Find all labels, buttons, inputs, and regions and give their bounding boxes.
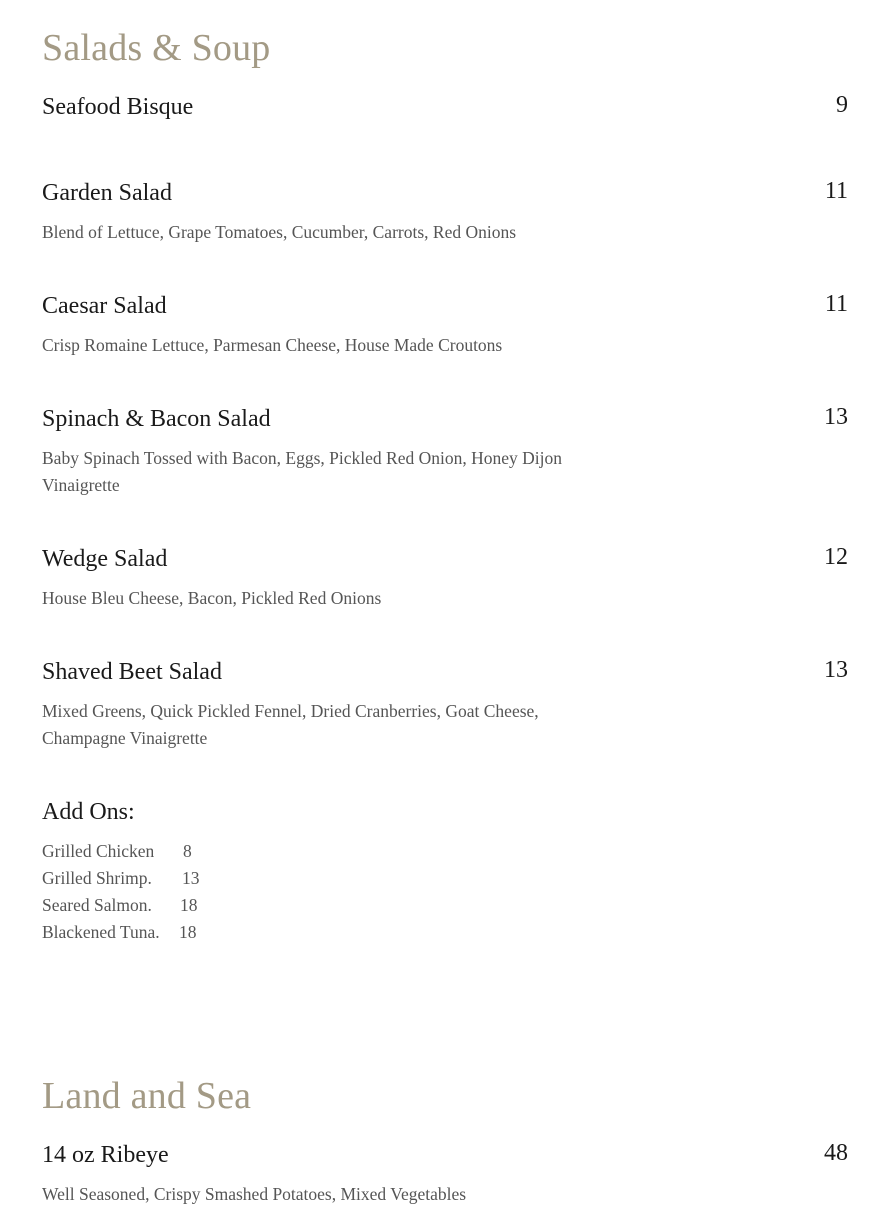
addon-name: Blackened Tuna. xyxy=(42,922,160,942)
menu-item-name: Garden Salad xyxy=(42,180,172,206)
addon-name: Grilled Chicken xyxy=(42,841,155,861)
menu-item-name: Shaved Beet Salad xyxy=(42,659,222,685)
menu-item-name: Wedge Salad xyxy=(42,546,168,572)
addon-item xyxy=(42,892,198,919)
menu-item-price: 13 xyxy=(824,404,848,430)
menu-item-name: Spinach & Bacon Salad xyxy=(42,406,271,432)
addon-name: Seared Salmon. xyxy=(42,895,152,915)
addon-item xyxy=(42,838,192,865)
menu-item-price: 13 xyxy=(824,657,848,683)
menu-item-description: Blend of Lettuce, Grape Tomatoes, Cucumber, Carrots, Red Onions xyxy=(42,222,517,242)
addon-item xyxy=(42,865,200,892)
menu-item-description: Baby Spinach Tossed with Bacon, Eggs, Pickled Red Onion, Honey Dijon Vinaigrette xyxy=(42,448,563,495)
menu-item-description: Crisp Romaine Lettuce, Parmesan Cheese, House Made Croutons xyxy=(42,335,503,355)
section-title-salads-soup: Salads & Soup xyxy=(42,27,271,69)
menu-item-price: 11 xyxy=(824,178,848,204)
addon-price: 13 xyxy=(182,868,200,888)
menu-item-price: 11 xyxy=(824,291,848,317)
menu-item-name: 14 oz Ribeye xyxy=(42,1142,169,1168)
addon-price: 18 xyxy=(180,895,198,915)
menu-item-description: Well Seasoned, Crispy Smashed Potatoes, Mixed Vegetables xyxy=(42,1184,467,1204)
menu-item-name: Seafood Bisque xyxy=(42,94,194,120)
addons-title: Add Ons: xyxy=(42,799,135,825)
menu-item-price: 12 xyxy=(824,544,848,570)
menu-item-description: Mixed Greens, Quick Pickled Fennel, Dried Cranberries, Goat Cheese, Champagne Vinaigrette xyxy=(42,701,539,748)
menu-item-description: House Bleu Cheese, Bacon, Pickled Red Onions xyxy=(42,588,382,608)
menu-item-price: 48 xyxy=(824,1140,848,1166)
menu-item-price: 9 xyxy=(836,92,848,118)
section-title-land-and-sea: Land and Sea xyxy=(42,1075,252,1117)
addon-item xyxy=(42,919,197,946)
addon-price: 8 xyxy=(183,841,192,861)
addon-name: Grilled Shrimp. xyxy=(42,868,152,888)
addon-price: 18 xyxy=(179,922,197,942)
menu-item-name: Caesar Salad xyxy=(42,293,167,319)
